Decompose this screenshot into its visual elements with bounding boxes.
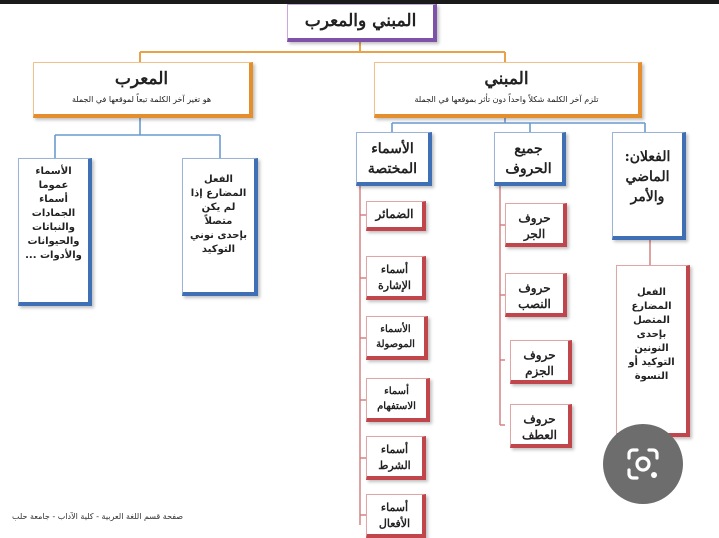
muarab-definition: هو تغير آخر الكلمة تبعاً لموقعها في الجملة <box>71 95 212 104</box>
footer-credit: صفحة قسم اللغة العربية - كلية الآداب - جامعة حلب <box>12 512 184 521</box>
letters-item: حروف الجزم <box>510 340 572 384</box>
muarab-title: المعرب <box>114 69 169 89</box>
muarab-verb-node: الفعل المضارع إذا لم يكن متصلاً بإحدى نوني التوكيد <box>182 158 258 296</box>
nouns-item: أسماء الشرط <box>366 436 426 480</box>
nouns-item: أسماء الإشارة <box>366 256 426 300</box>
mabni-definition: تلزم آخر الكلمة شكلاً واحداً دون تأثر بموقعها في الجملة <box>414 95 599 104</box>
nouns-item: الأسماء الموصولة <box>366 316 428 360</box>
muarab-nouns-node: الأسماء عموما أسماء الجمادات والنباتات والحيوانات والأدوات ... <box>18 158 92 306</box>
mabni-nouns-node: الأسماء المختصة <box>356 132 432 186</box>
letters-item: حروف العطف <box>510 404 572 448</box>
mabni-verbs-sub-node: الفعل المضارع المتصل بإحدى النونين التوكيد أو النسوة <box>616 265 690 437</box>
nouns-item: أسماء الأفعال <box>366 494 426 538</box>
letters-item: حروف الجر <box>505 203 567 247</box>
lens-search-button[interactable] <box>603 424 683 504</box>
lens-camera-icon <box>625 446 661 482</box>
nouns-item: الضمائر <box>366 201 426 231</box>
mabni-title: المبني <box>484 69 529 89</box>
mabni-node <box>374 62 642 118</box>
muarab-node <box>33 62 253 118</box>
mabni-verbs-node: الفعلان: الماضي والأمر <box>612 132 686 240</box>
nouns-item: أسماء الاستفهام <box>366 378 430 422</box>
mabni-letters-node: جميع الحروف <box>494 132 566 186</box>
letters-item: حروف النصب <box>505 273 567 317</box>
root-node: المبني والمعرب <box>287 4 437 42</box>
